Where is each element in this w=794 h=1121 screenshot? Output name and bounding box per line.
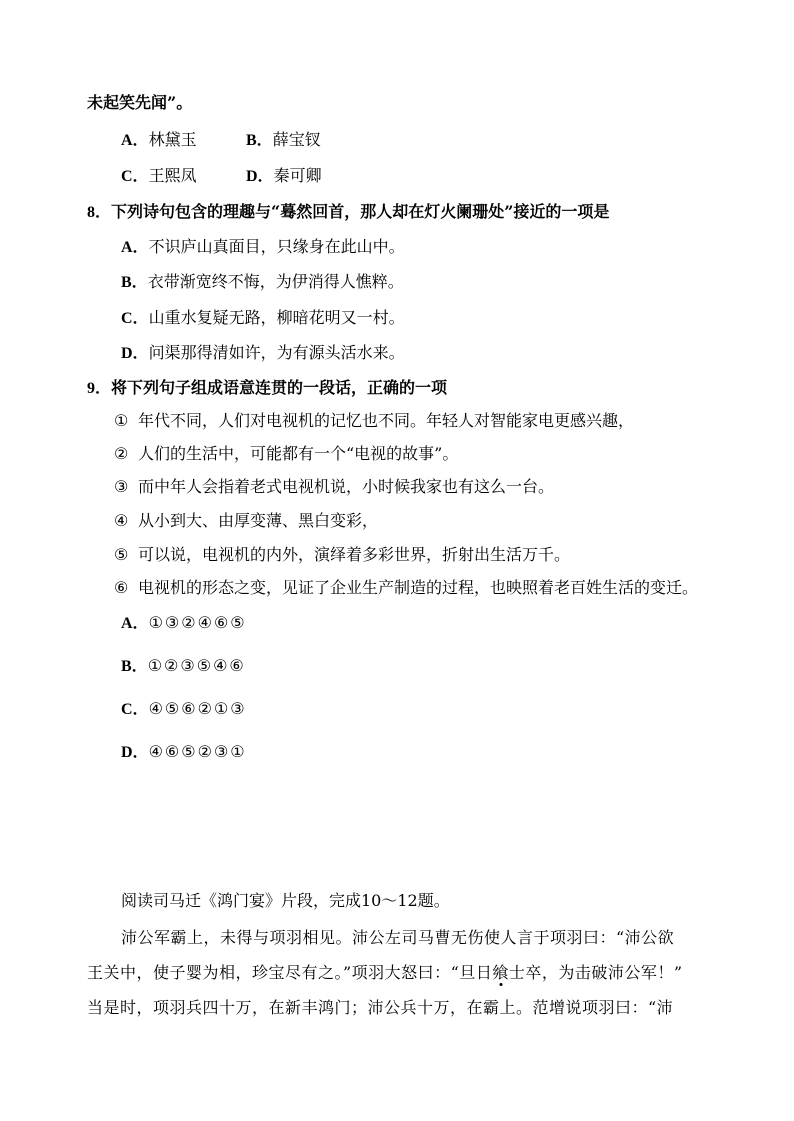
sentence-mark: ①	[114, 411, 129, 430]
emphasis-dotted-char: 飨	[492, 963, 509, 982]
q8-stem	[87, 202, 609, 223]
question-text: 将下列句子组成语意连贯的一段话，正确的一项	[111, 378, 448, 397]
sentence-mark: ⑤	[114, 545, 129, 564]
option-text: 王熙凤	[148, 166, 197, 185]
q9-sentence-6	[114, 578, 698, 598]
option-letter: C．	[121, 168, 149, 185]
option-text: 薛宝钗	[272, 130, 321, 149]
sentence-text: 从小到大、由厚变薄、黑白变彩，	[138, 511, 379, 530]
question-number: 8．	[87, 204, 112, 221]
option-letter: A．	[121, 239, 149, 256]
passage-line-2	[87, 963, 683, 983]
q8-option-b	[121, 272, 404, 293]
option-text: 问渠那得清如许，为有源头活水来。	[148, 343, 405, 362]
reading-intro: 阅读司马迁《鸿门宴》片段，完成10～12题。	[121, 891, 450, 910]
option-text: ④⑥⑤②③①	[148, 742, 247, 761]
passage-line-1: 沛公军霸上，未得与项羽相见。沛公左司马曹无伤使人言于项羽曰：“沛公欲	[121, 928, 675, 947]
q9-sentence-5	[114, 545, 570, 565]
option-letter: A．	[121, 132, 149, 149]
sentence-text: 而中年人会指着老式电视机说，小时候我家也有这么一台。	[138, 477, 555, 496]
sentence-mark: ④	[114, 511, 129, 530]
passage-text: 王关中，使子婴为相，珍宝尽有之。”项羽大怒曰：“旦日	[87, 963, 493, 982]
option-letter: B．	[121, 274, 148, 291]
option-text: ①③②④⑥⑤	[148, 613, 247, 632]
option-letter: B．	[246, 132, 273, 149]
q9-option-b	[121, 656, 246, 677]
sentence-text: 电视机的形态之变，见证了企业生产制造的过程，也映照着老百姓生活的变迁。	[138, 578, 699, 597]
q9-stem	[87, 378, 447, 399]
q9-sentence-4	[114, 511, 378, 531]
option-letter: D．	[121, 744, 149, 761]
option-text: 衣带渐宽终不悔，为伊消得人憔粹。	[147, 272, 404, 291]
question-text: 下列诗句包含的理趣与“蓦然回首，那人却在灯火阑珊处”接近的一项是	[111, 202, 610, 221]
q7-option-a	[121, 130, 197, 151]
passage-text: 士卒，为击破沛公军！”	[508, 963, 683, 982]
q7-option-b	[246, 130, 321, 151]
q7-option-c	[121, 166, 197, 187]
q8-option-d	[121, 343, 405, 364]
sentence-mark: ②	[114, 444, 129, 463]
passage-line-3: 当是时，项羽兵四十万，在新丰鸿门；沛公兵十万，在霸上。范增说项羽曰：“沛	[87, 998, 674, 1017]
option-text: 山重水复疑无路，柳暗花明又一村。	[148, 308, 405, 327]
q9-sentence-2	[114, 444, 458, 464]
q9-sentence-3	[114, 477, 554, 497]
option-letter: D．	[246, 168, 274, 185]
previous-question-fragment: 未起笑先闻”。	[87, 93, 193, 112]
q8-option-c	[121, 308, 405, 329]
q9-option-c	[121, 699, 247, 720]
q7-option-d	[246, 166, 322, 187]
sentence-mark: ③	[114, 477, 129, 496]
q8-option-a	[121, 237, 405, 258]
option-text: ④⑤⑥②①③	[148, 699, 247, 718]
q9-option-a	[121, 613, 247, 634]
question-number: 9．	[87, 380, 112, 397]
option-text: 秦可卿	[273, 166, 322, 185]
option-text: ①②③⑤④⑥	[147, 656, 246, 675]
sentence-text: 年代不同，人们对电视机的记忆也不同。年轻人对智能家电更感兴趣，	[138, 411, 635, 430]
option-letter: C．	[121, 701, 149, 718]
q9-option-d	[121, 742, 247, 763]
sentence-text: 人们的生活中，可能都有一个“电视的故事”。	[138, 444, 459, 463]
option-text: 林黛玉	[148, 130, 197, 149]
option-text: 不识庐山真面目，只缘身在此山中。	[148, 237, 405, 256]
option-letter: B．	[121, 658, 148, 675]
sentence-mark: ⑥	[114, 578, 129, 597]
option-letter: D．	[121, 345, 149, 362]
sentence-text: 可以说，电视机的内外，演绎着多彩世界，折射出生活万千。	[138, 545, 571, 564]
q9-sentence-1	[114, 411, 634, 431]
option-letter: C．	[121, 310, 149, 327]
option-letter: A．	[121, 615, 149, 632]
